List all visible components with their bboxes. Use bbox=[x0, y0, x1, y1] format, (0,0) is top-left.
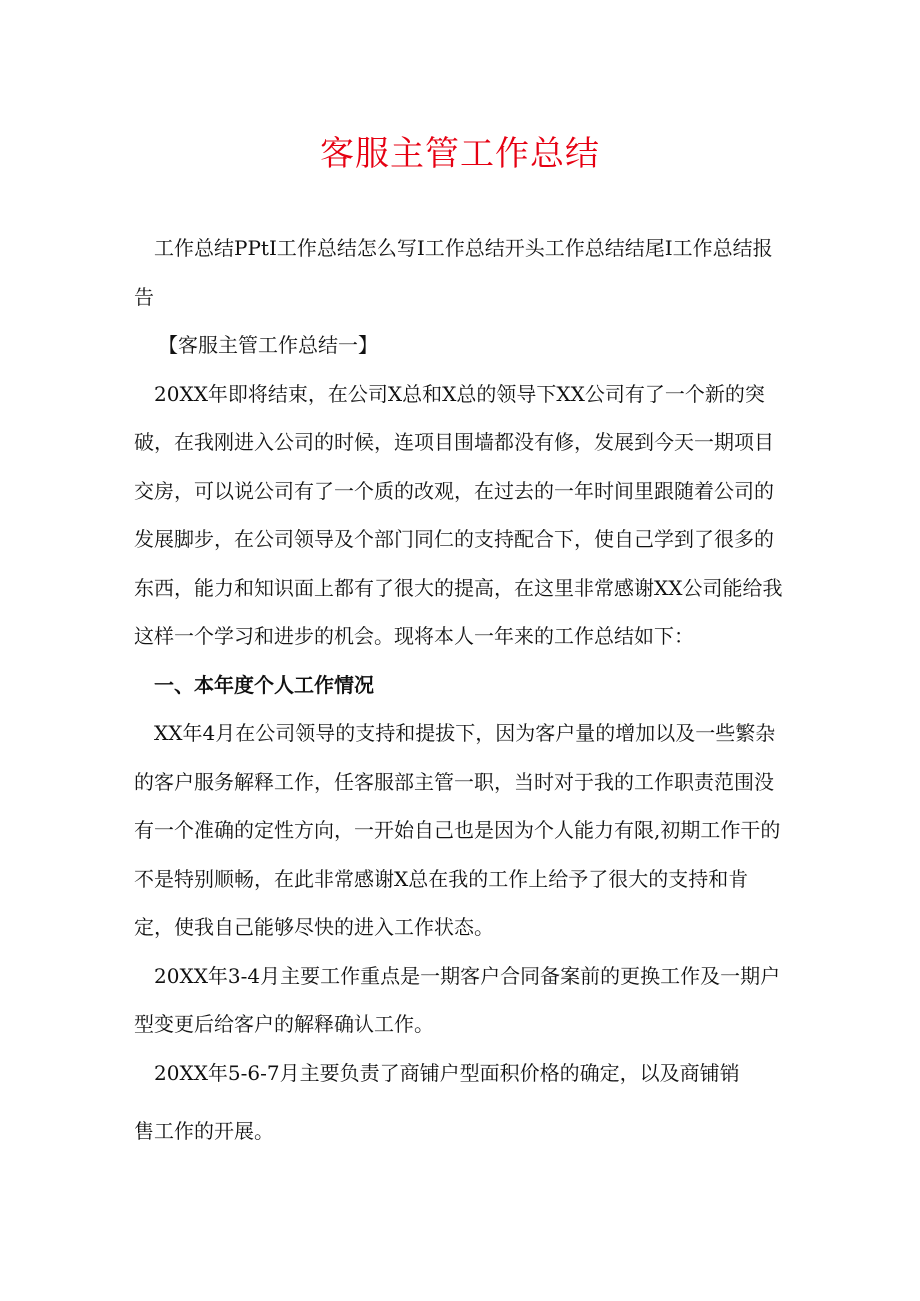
paragraph-may-july: 20XX年5-6-7月主要负责了商铺户型面积价格的确定，以及商铺销 bbox=[154, 1060, 740, 1085]
paragraph-intro: 20XX年即将结束，在公司X总和X总的领导下XX公司有了一个新的突破，在我刚进入公司的时候，连项目围墙都没有修，发展到今天一期项目交房，可以说公司有了一个质的改观，在过去的一年时间里跟随着公司的发展脚步，在公司领导及个部门同仁的支持配合下，使自己学到了很多的东西，能力和知识面上都有了很大的提高，在这里非常感谢XX公司能给我这样一个学习和进步的机会。现将本人一年来的工作总结如下： bbox=[134, 381, 783, 648]
document-body bbox=[134, 224, 784, 1156]
paragraph-links: 工作总结PPtI工作总结怎么写I工作总结开头工作总结结尾I工作总结报告 bbox=[134, 236, 773, 309]
paragraph-march-april: 20XX年3-4月主要工作重点是一期客户合同备案前的更换工作及一期户型变更后给客户的解释确认工作。 bbox=[134, 963, 781, 1036]
paragraph-work-status: XX年4月在公司领导的支持和提拔下，因为客户量的增加以及一些繁杂的客户服务解释工作，任客服部主管一职，当时对于我的工作职责范围没有一个准确的定性方向，一开始自己也是因为个人能力有限,初期工作干的不是特别顺畅，在此非常感谢X总在我的工作上给予了很大的支持和肯定，使我自己能够尽快的进入工作状态。 bbox=[134, 721, 781, 939]
paragraph-sales-start: 售工作的开展。 bbox=[134, 1119, 274, 1143]
section-label: 【客服主管工作总结一】 bbox=[158, 333, 378, 357]
section-heading: 一、本年度个人工作情况 bbox=[154, 672, 374, 697]
document-title: 客服主管工作总结 bbox=[320, 134, 600, 174]
